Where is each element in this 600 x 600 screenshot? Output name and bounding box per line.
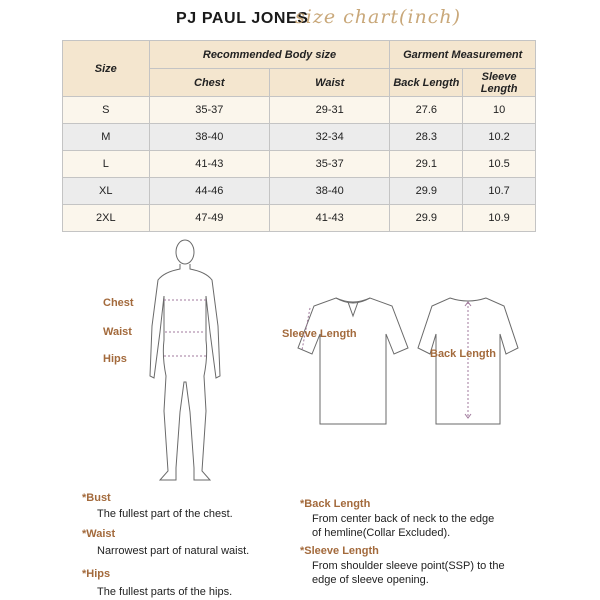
shirt-front-icon: [296, 294, 410, 434]
figure-hips-label: Hips: [103, 353, 127, 365]
garment-group-header: Garment Measurement: [390, 41, 536, 69]
cell-sleeve: 10.9: [463, 205, 536, 232]
cell-back: 28.3: [390, 124, 463, 151]
table-row: [63, 97, 536, 124]
cell-waist: 35-37: [270, 151, 390, 178]
figure-chest-label: Chest: [103, 297, 134, 309]
cell-sleeve: 10.2: [463, 124, 536, 151]
cell-sleeve: 10.7: [463, 178, 536, 205]
cell-size: 2XL: [63, 205, 150, 232]
cell-waist: 41-43: [270, 205, 390, 232]
cell-size: S: [63, 97, 150, 124]
cell-chest: 35-37: [149, 97, 269, 124]
cell-back: 29.9: [390, 205, 463, 232]
cell-chest: 47-49: [149, 205, 269, 232]
cell-back: 29.9: [390, 178, 463, 205]
cell-waist: 32-34: [270, 124, 390, 151]
col-sleeve-length: Sleeve Length: [463, 69, 536, 97]
col-chest: Chest: [149, 69, 269, 97]
figure-waist-label: Waist: [103, 326, 132, 338]
bust-note-text: The fullest part of the chest.: [97, 508, 233, 520]
back-length-note-text-1: From center back of neck to the edge: [312, 513, 495, 525]
cell-chest: 44-46: [149, 178, 269, 205]
cell-size: L: [63, 151, 150, 178]
sleeve-length-note-text-1: From shoulder sleeve point(SSP) to the: [312, 560, 505, 572]
cell-waist: 29-31: [270, 97, 390, 124]
cell-chest: 41-43: [149, 151, 269, 178]
cell-sleeve: 10.5: [463, 151, 536, 178]
bust-note-title: *Bust: [82, 492, 111, 504]
table-row: [63, 151, 536, 178]
hips-note-text: The fullest parts of the hips.: [97, 586, 233, 598]
back-length-label: Back Length: [430, 348, 497, 360]
shirt-back-icon: [416, 294, 520, 434]
cell-back: 27.6: [390, 97, 463, 124]
back-length-note-text-2: of hemline(Collar Excluded).: [312, 527, 451, 539]
hips-note-title: *Hips: [82, 568, 111, 580]
col-back-length: Back Length: [390, 69, 463, 97]
back-length-note-title: *Back Length: [300, 498, 371, 510]
body-figure: [130, 236, 240, 486]
sleeve-length-note-text-2: edge of sleeve opening.: [312, 574, 429, 586]
size-header: Size: [63, 41, 150, 97]
cell-back: 29.1: [390, 151, 463, 178]
cell-sleeve: 10: [463, 97, 536, 124]
chart-subtitle: size chart(inch): [295, 6, 462, 28]
cell-size: M: [63, 124, 150, 151]
table-row: [63, 178, 536, 205]
col-waist: Waist: [270, 69, 390, 97]
cell-chest: 38-40: [149, 124, 269, 151]
cell-size: XL: [63, 178, 150, 205]
size-table: [62, 40, 536, 232]
title-bar: [0, 6, 600, 32]
waist-note-text: Narrowest part of natural waist.: [97, 545, 250, 557]
cell-waist: 38-40: [270, 178, 390, 205]
sleeve-length-note-title: *Sleeve Length: [300, 545, 379, 557]
sleeve-length-label: Sleeve Length: [282, 328, 357, 340]
body-size-group-header: Recommended Body size: [149, 41, 390, 69]
table-row: [63, 205, 536, 232]
table-row: [63, 124, 536, 151]
waist-note-title: *Waist: [82, 528, 116, 540]
brand-name: PJ PAUL JONES: [176, 10, 309, 27]
